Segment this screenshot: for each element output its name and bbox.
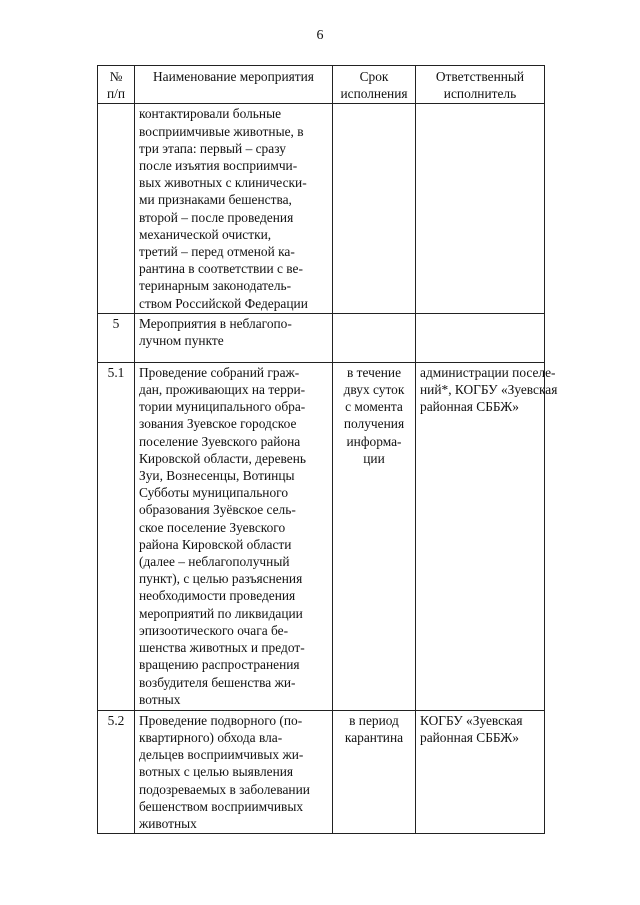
row-term: в течение двух суток с момента получения информа- ции [333,362,416,710]
table-header-row [98,66,545,104]
header-responsible: Ответственный исполнитель [416,66,545,104]
header-number: № п/п [98,66,135,104]
header-event-name: Наименование мероприятия [135,66,333,104]
row-responsible [416,313,545,362]
row-number: 5 [98,313,135,362]
table-row [98,362,545,710]
row-event-name: Проведение собраний граж- дан, проживающих на терри- тории муниципального обра- зования Зуевское городское поселение Зуевского района Кировской области, деревень Зуи, Вознесенцы, Вотинцы Субботы муниципального образования Зуёвское сель- ское поселение Зуевского района Кировской области (далее – неблагополучный пункт), с целью разъяснения необходимости проведения мероприятий по ликвидации эпизоотического очага бе- шенства животных и предот- вращению распространения возбудителя бешенства жи- вотных [135,362,333,710]
row-event-name: контактировали больные восприимчивые животные, в три этапа: первый – сразу после изъятия восприимчи- вых животных с клинически- ми признаками бешенства, второй – после проведения механической очистки, третий – перед отменой ка- рантина в соответствии с ве- теринарным законодатель- ством Российской Федерации [135,104,333,313]
row-number: 5.1 [98,362,135,710]
row-event-name: Мероприятия в неблагопо- лучном пункте [135,313,333,362]
row-term [333,313,416,362]
row-term: в период карантина [333,710,416,833]
table-row [98,104,545,313]
table-row [98,313,545,362]
row-event-name: Проведение подворного (по- квартирного) обхода вла- дельцев восприимчивых жи- вотных с целью выявления подозреваемых в заболевании бешенством восприимчивых животных [135,710,333,833]
events-table [97,65,558,834]
row-number [98,104,135,313]
page-number: 6 [316,28,324,43]
row-responsible: КОГБУ «Зуевская районная СББЖ» [416,710,545,833]
row-responsible [416,104,545,313]
row-responsible: администрации поселе- ний*, КОГБУ «Зуевская районная СББЖ» [416,362,545,710]
row-term [333,104,416,313]
table-row [98,710,545,833]
header-term: Срок исполнения [333,66,416,104]
row-number: 5.2 [98,710,135,833]
